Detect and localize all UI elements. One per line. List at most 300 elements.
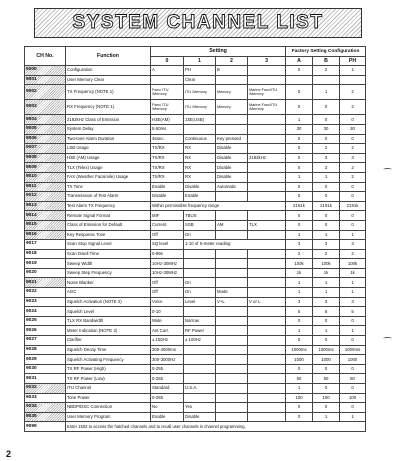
setting-0: 10Hz-30MHz — [151, 268, 184, 278]
function-name: Sweep Width — [66, 259, 151, 269]
config-b: 100k — [313, 259, 340, 269]
table-row — [25, 403, 366, 413]
setting-1 — [184, 124, 216, 134]
channel-number: 9005 — [25, 124, 66, 134]
config-ph: 1 — [340, 66, 366, 76]
config-a: 3 — [286, 240, 313, 250]
setting-3: Marine Fsec/ITU /Memory — [248, 85, 286, 100]
config-b: 50 — [313, 374, 340, 384]
config-ph: 0 — [340, 192, 366, 202]
setting-2 — [216, 259, 248, 269]
setting-1: ITU /Memory — [184, 100, 216, 115]
config-a: 0 — [286, 66, 313, 76]
setting-1 — [184, 393, 216, 403]
config-a: 0 — [286, 100, 313, 115]
channel-number: 9025 — [25, 316, 66, 326]
config-ph: 0 — [340, 134, 366, 144]
config-ph: 0 — [340, 316, 366, 326]
channel-number: 9012 — [25, 192, 66, 202]
table-row — [25, 75, 366, 85]
config-ph: 1000 — [340, 355, 366, 365]
function-name: Tone Power — [66, 393, 151, 403]
setting-2: V+L — [216, 297, 248, 307]
setting-1 — [184, 355, 216, 365]
table-row — [25, 307, 366, 317]
channel-number: 9020 — [25, 268, 66, 278]
setting-0: 0-255 — [151, 374, 184, 384]
channel-number: 9016 — [25, 230, 66, 240]
setting-range: Within permissible frequency range — [151, 201, 286, 211]
setting-2: Automatic — [216, 182, 248, 192]
config-b: 1000 — [313, 355, 340, 365]
setting-2: Disable — [216, 153, 248, 163]
setting-1: U.S.A. — [184, 384, 216, 394]
table-row — [25, 297, 366, 307]
table-row — [25, 326, 366, 336]
table-row — [25, 249, 366, 259]
channel-number: 9028 — [25, 345, 66, 355]
setting-2 — [216, 326, 248, 336]
setting-1: J3E(USB) — [184, 115, 216, 125]
config-a: 50 — [286, 374, 313, 384]
channel-number: 9031 — [25, 374, 66, 384]
setting-0: Disable — [151, 192, 184, 202]
table-row — [25, 85, 366, 100]
function-name: User Memory Clear — [66, 75, 151, 85]
function-name: RX Frequency (NOTE 1) — [66, 100, 151, 115]
channel-number: 9030 — [25, 364, 66, 374]
setting-1 — [184, 268, 216, 278]
config-ph: 30 — [340, 124, 366, 134]
config-a — [286, 75, 313, 85]
setting-0: SQ level — [151, 240, 184, 250]
config-b: 0 — [313, 182, 340, 192]
config-ph: 5 — [340, 307, 366, 317]
function-name: TLX (Telex) Usage — [66, 163, 151, 173]
setting-0: 300-3000Hz — [151, 355, 184, 365]
config-a: 0 — [286, 220, 313, 230]
setting-0: TX/RX — [151, 172, 184, 182]
setting-0: Enable — [151, 412, 184, 422]
setting-0: ± 150Hz — [151, 336, 184, 346]
setting-1: ITU /Memory — [184, 85, 216, 100]
setting-3 — [248, 66, 286, 76]
config-a: 0 — [286, 182, 313, 192]
header-config-b: B — [313, 56, 340, 66]
config-b: 2 — [313, 163, 340, 173]
channel-number: 9027 — [25, 336, 66, 346]
setting-3 — [248, 364, 286, 374]
config-b: 1 — [313, 230, 340, 240]
config-a: 0 — [286, 412, 313, 422]
config-b: 1000ms — [313, 345, 340, 355]
function-name: AGC — [66, 288, 151, 298]
setting-0: 0-255 — [151, 393, 184, 403]
function-name: TX Frequency (NOTE 1) — [66, 85, 151, 100]
setting-2 — [216, 316, 248, 326]
setting-1 — [184, 374, 216, 384]
config-ph: 1 — [340, 278, 366, 288]
setting-3 — [248, 278, 286, 288]
config-a: 5 — [286, 307, 313, 317]
config-ph: 2 — [340, 163, 366, 173]
table-row — [25, 364, 366, 374]
table-row — [25, 182, 366, 192]
config-a: 30 — [286, 124, 313, 134]
setting-0: MIF — [151, 211, 184, 221]
table-row — [25, 393, 366, 403]
table-row — [25, 259, 366, 269]
config-a: 0 — [286, 144, 313, 154]
config-a: 100 — [286, 393, 313, 403]
config-b: 0 — [313, 403, 340, 413]
channel-number: 9029 — [25, 355, 66, 365]
setting-2 — [216, 115, 248, 125]
config-b: 0 — [313, 364, 340, 374]
setting-0: Fsec/ ITU /Memory — [151, 85, 184, 100]
function-name: Clarifier — [66, 336, 151, 346]
setting-3 — [248, 355, 286, 365]
setting-2 — [216, 230, 248, 240]
config-b: 0 — [313, 134, 340, 144]
function-name: Two-tone Alarm Duration — [66, 134, 151, 144]
config-a: 0 — [286, 336, 313, 346]
setting-2 — [216, 412, 248, 422]
setting-3 — [248, 393, 286, 403]
config-ph: 1 — [340, 326, 366, 336]
channel-number: 9032 — [25, 384, 66, 394]
config-b: 3 — [313, 297, 340, 307]
setting-0: 0-99s — [151, 249, 184, 259]
header-ch-no: CH No. — [25, 47, 66, 66]
channel-number: 9000 — [25, 66, 66, 76]
setting-1: RF Power — [184, 326, 216, 336]
config-ph: 2 — [340, 249, 366, 259]
table-row — [25, 230, 366, 240]
function-name: LSB Usage — [66, 144, 151, 154]
function-name: TLX RX Bandwidth — [66, 316, 151, 326]
setting-3 — [248, 326, 286, 336]
config-b: 2 — [313, 249, 340, 259]
setting-0: TX/RX — [151, 153, 184, 163]
setting-3 — [248, 403, 286, 413]
setting-1: Narrow — [184, 316, 216, 326]
config-ph: 0 — [340, 115, 366, 125]
channel-number: 9035 — [25, 412, 66, 422]
setting-3: TLX — [248, 220, 286, 230]
setting-1: Disable — [184, 412, 216, 422]
config-b: 3 — [313, 240, 340, 250]
setting-0: Wide — [151, 316, 184, 326]
setting-2: Disable — [216, 163, 248, 173]
config-ph: 0 — [340, 211, 366, 221]
config-a: 0 — [286, 85, 313, 100]
setting-3: Marine Fsec/ITU /Memory — [248, 100, 286, 115]
function-name: Squelch Activation (NOTE 2) — [66, 297, 151, 307]
page-number: 2 — [6, 449, 12, 459]
setting-2 — [216, 403, 248, 413]
title-banner — [34, 8, 362, 38]
config-b: 30 — [313, 124, 340, 134]
table-row — [25, 115, 366, 125]
config-ph: 2 — [340, 100, 366, 115]
channel-number: 9024 — [25, 307, 66, 317]
config-a: 0 — [286, 192, 313, 202]
config-b: 1k — [313, 268, 340, 278]
setting-1 — [184, 345, 216, 355]
setting-1: RX — [184, 153, 216, 163]
config-ph: 2 — [340, 85, 366, 100]
config-b: 2 — [313, 144, 340, 154]
channel-number: 9011 — [25, 182, 66, 192]
config-ph: 0 — [340, 403, 366, 413]
setting-3 — [248, 124, 286, 134]
function-name: 2182kHz Class of Emission — [66, 115, 151, 125]
config-ph: 0 — [340, 220, 366, 230]
header-function: Function — [66, 47, 151, 66]
channel-number: 9008 — [25, 153, 66, 163]
setting-1 — [184, 249, 216, 259]
channel-number: 9099 — [25, 422, 66, 432]
table-row — [25, 124, 366, 134]
function-name: Squelch Level — [66, 307, 151, 317]
config-a: 3 — [286, 297, 313, 307]
setting-1: PH — [184, 66, 216, 76]
setting-2 — [216, 268, 248, 278]
setting-0 — [151, 75, 184, 85]
config-b: 0 — [313, 100, 340, 115]
setting-2 — [216, 393, 248, 403]
function-name: Transmission of Test Alarm — [66, 192, 151, 202]
setting-2 — [216, 345, 248, 355]
setting-range: 1-10 of S-meter reading — [184, 240, 286, 250]
setting-3 — [248, 316, 286, 326]
table-row — [25, 144, 366, 154]
config-ph: 3 — [340, 297, 366, 307]
config-ph: 0 — [340, 182, 366, 192]
config-b: 3 — [313, 153, 340, 163]
header-setting: Setting — [151, 47, 286, 57]
table-row — [25, 384, 366, 394]
setting-2: Memory — [216, 85, 248, 100]
config-b: 1 — [313, 326, 340, 336]
table-row — [25, 412, 366, 422]
channel-number: 9017 — [25, 240, 66, 250]
config-b: 0 — [313, 115, 340, 125]
config-ph: 100 — [340, 393, 366, 403]
setting-0: Voice — [151, 297, 184, 307]
config-b: 0 — [313, 384, 340, 394]
setting-3 — [248, 307, 286, 317]
setting-1: Yes — [184, 403, 216, 413]
table-row — [25, 201, 366, 211]
channel-number: 9004 — [25, 115, 66, 125]
setting-3 — [248, 288, 286, 298]
setting-3 — [248, 115, 286, 125]
config-b: 0 — [313, 336, 340, 346]
channel-number: 9009 — [25, 163, 66, 173]
setting-1: On — [184, 230, 216, 240]
channel-number: 9013 — [25, 201, 66, 211]
function-name: System Delay — [66, 124, 151, 134]
config-ph: 1 — [340, 412, 366, 422]
table-row — [25, 134, 366, 144]
setting-2 — [216, 278, 248, 288]
config-b — [313, 75, 340, 85]
table-row — [25, 374, 366, 384]
table-row — [25, 336, 366, 346]
channel-number: 9010 — [25, 172, 66, 182]
config-ph: 1 — [340, 230, 366, 240]
setting-2 — [216, 374, 248, 384]
setting-2 — [216, 336, 248, 346]
config-b: 1 — [313, 278, 340, 288]
channel-number: 9003 — [25, 100, 66, 115]
setting-2: AM — [216, 220, 248, 230]
config-ph: 0 — [340, 384, 366, 394]
setting-0: 45sec. — [151, 134, 184, 144]
setting-3 — [248, 249, 286, 259]
header-setting-3: 3 — [248, 56, 286, 66]
table-row — [25, 66, 366, 76]
config-a: 0 — [286, 403, 313, 413]
setting-3 — [248, 172, 286, 182]
config-a: 1 — [286, 288, 313, 298]
setting-0: TX/RX — [151, 144, 184, 154]
function-name: ITU Channel — [66, 384, 151, 394]
header-config-a: A — [286, 56, 313, 66]
config-a: 2191k — [286, 201, 313, 211]
config-ph: 1 — [340, 288, 366, 298]
function-name: Squelch Activating Frequency — [66, 355, 151, 365]
config-ph — [340, 75, 366, 85]
channel-number: 9034 — [25, 403, 66, 413]
setting-1: RX — [184, 144, 216, 154]
config-a: 1 — [286, 384, 313, 394]
setting-2 — [216, 124, 248, 134]
table-row — [25, 211, 366, 221]
function-name: User Memory Program — [66, 412, 151, 422]
setting-3 — [248, 163, 286, 173]
config-a: 0 — [286, 316, 313, 326]
setting-2: Memory — [216, 100, 248, 115]
setting-1 — [184, 307, 216, 317]
config-ph: 50 — [340, 374, 366, 384]
config-b: 2 — [313, 66, 340, 76]
setting-3 — [248, 336, 286, 346]
setting-0: Current — [151, 220, 184, 230]
setting-3 — [248, 259, 286, 269]
setting-1: Enable — [184, 192, 216, 202]
function-name: Class of Emission for Default — [66, 220, 151, 230]
function-name: Scan Stop Signal Level — [66, 240, 151, 250]
setting-1: Level — [184, 297, 216, 307]
config-ph: 3 — [340, 153, 366, 163]
setting-3: V or L — [248, 297, 286, 307]
channel-number: 9021 — [25, 278, 66, 288]
setting-0: Standard — [151, 384, 184, 394]
channel-number: 9018 — [25, 249, 66, 259]
config-ph: 3 — [340, 240, 366, 250]
config-a: 1 — [286, 278, 313, 288]
setting-0: Ant Curr. — [151, 326, 184, 336]
table-row — [25, 288, 366, 298]
channel-number: 9033 — [25, 393, 66, 403]
setting-2 — [216, 75, 248, 85]
setting-0: No — [151, 403, 184, 413]
config-a: 0 — [286, 153, 313, 163]
function-name: Scan Dwell Time — [66, 249, 151, 259]
setting-0: H3E(AM) — [151, 115, 184, 125]
system-channel-table — [24, 46, 366, 432]
channel-number: 9007 — [25, 144, 66, 154]
table-row — [25, 316, 366, 326]
config-ph: 2 — [340, 172, 366, 182]
table-row — [25, 172, 366, 182]
table-row — [25, 220, 366, 230]
config-a: 0 — [286, 163, 313, 173]
config-b: 2191k — [313, 201, 340, 211]
config-a: 1k — [286, 268, 313, 278]
channel-number: 9019 — [25, 259, 66, 269]
function-name: Noise Blanker — [66, 278, 151, 288]
config-a: 0 — [286, 134, 313, 144]
config-b: 1 — [313, 412, 340, 422]
table-row — [25, 345, 366, 355]
channel-number: 9006 — [25, 134, 66, 144]
function-name: NBDP/DSC Connection — [66, 403, 151, 413]
config-b: 1 — [313, 288, 340, 298]
function-name: Configuration — [66, 66, 151, 76]
config-b: 0 — [313, 220, 340, 230]
channel-number: 9026 — [25, 326, 66, 336]
table-row — [25, 422, 366, 432]
setting-3 — [248, 374, 286, 384]
setting-2: B — [216, 66, 248, 76]
setting-3 — [248, 182, 286, 192]
setting-2 — [216, 384, 248, 394]
setting-1: RX — [184, 163, 216, 173]
table-row — [25, 268, 366, 278]
setting-3 — [248, 268, 286, 278]
setting-2 — [216, 355, 248, 365]
setting-3 — [248, 345, 286, 355]
setting-1: RX — [184, 172, 216, 182]
setting-0: A — [151, 66, 184, 76]
table-row — [25, 100, 366, 115]
function-name: TX Tone — [66, 182, 151, 192]
function-name: Test Alarm TX Frequency — [66, 201, 151, 211]
setting-2: Disable — [216, 144, 248, 154]
table-row — [25, 153, 366, 163]
setting-1 — [184, 364, 216, 374]
setting-2 — [216, 192, 248, 202]
config-ph: 2191k — [340, 201, 366, 211]
setting-1: Continuous — [184, 134, 216, 144]
channel-number: 9023 — [25, 297, 66, 307]
setting-3 — [248, 211, 286, 221]
config-b: 1 — [313, 85, 340, 100]
config-a: 1 — [286, 172, 313, 182]
setting-0: TX/RX — [151, 163, 184, 173]
setting-0: 10Hz-30MHz — [151, 259, 184, 269]
function-name: Key Response Tone — [66, 230, 151, 240]
scan-mark — [383, 337, 392, 340]
config-a: 1 — [286, 326, 313, 336]
config-a: 0 — [286, 364, 313, 374]
setting-1: Disable — [184, 182, 216, 192]
config-ph: 0 — [340, 364, 366, 374]
